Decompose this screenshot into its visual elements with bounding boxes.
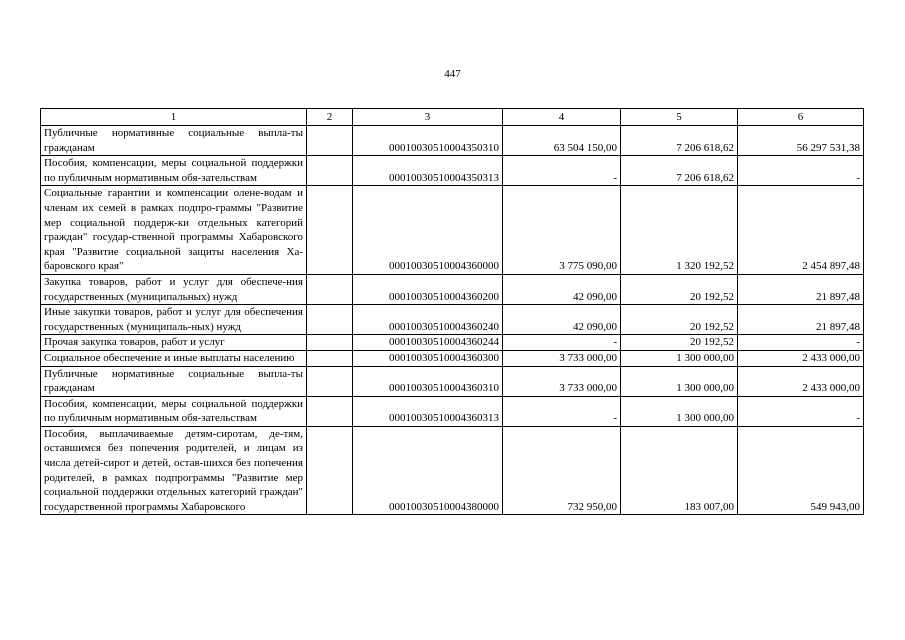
row-approved-cell: 42 090,00 [503,305,621,335]
row-col2-cell [307,274,353,304]
row-code-cell: 00010030510004360310 [353,366,503,396]
row-executed-cell: 183 007,00 [621,426,738,515]
row-executed-cell: 7 206 618,62 [621,156,738,186]
row-approved-cell: 42 090,00 [503,274,621,304]
row-unexecuted-cell: - [738,335,864,351]
row-code-cell: 00010030510004360200 [353,274,503,304]
table-header [41,109,864,126]
row-executed-cell: 1 300 000,00 [621,396,738,426]
table-row [41,126,864,156]
row-executed-cell: 7 206 618,62 [621,126,738,156]
table-row [41,396,864,426]
row-code-cell: 00010030510004350310 [353,126,503,156]
row-col2-cell [307,350,353,366]
row-code-cell: 00010030510004380000 [353,426,503,515]
table-body [41,126,864,515]
row-approved-cell: - [503,156,621,186]
row-code-cell: 00010030510004360000 [353,186,503,275]
header-col-2: 2 [307,109,353,126]
row-unexecuted-cell: 21 897,48 [738,274,864,304]
row-approved-cell: 63 504 150,00 [503,126,621,156]
table-row [41,426,864,515]
row-name-cell: Социальные гарантии и компенсации олене-водам и членам их семей в рамках подпро-граммы "Развитие мер социальной поддерж-ки отдельных категорий граждан" государ-ственной программы Хабаровского края "Развитие социальной защиты населения Ха-баровского края" [41,186,307,275]
row-name-cell: Публичные нормативные социальные выпла-ты гражданам [41,366,307,396]
budget-table [40,108,864,515]
table-row [41,156,864,186]
row-col2-cell [307,366,353,396]
header-col-4: 4 [503,109,621,126]
row-col2-cell [307,156,353,186]
row-unexecuted-cell: 2 433 000,00 [738,350,864,366]
row-name-cell: Социальное обеспечение и иные выплаты населению [41,350,307,366]
row-unexecuted-cell: - [738,396,864,426]
row-approved-cell: - [503,335,621,351]
row-executed-cell: 1 300 000,00 [621,366,738,396]
row-col2-cell [307,305,353,335]
row-executed-cell: 1 320 192,52 [621,186,738,275]
row-code-cell: 00010030510004360313 [353,396,503,426]
row-name-cell: Публичные нормативные социальные выпла-ты гражданам [41,126,307,156]
row-executed-cell: 20 192,52 [621,305,738,335]
table-row [41,335,864,351]
row-name-cell: Прочая закупка товаров, работ и услуг [41,335,307,351]
row-unexecuted-cell: 56 297 531,38 [738,126,864,156]
row-code-cell: 00010030510004360240 [353,305,503,335]
row-unexecuted-cell: 21 897,48 [738,305,864,335]
row-name-cell: Пособия, компенсации, меры социальной поддержки по публичным нормативным обя-зательствам [41,156,307,186]
row-approved-cell: - [503,396,621,426]
header-col-3: 3 [353,109,503,126]
table-row [41,366,864,396]
row-code-cell: 00010030510004350313 [353,156,503,186]
row-approved-cell: 3 733 000,00 [503,366,621,396]
table-row [41,186,864,275]
row-unexecuted-cell: - [738,156,864,186]
row-approved-cell: 3 775 090,00 [503,186,621,275]
row-col2-cell [307,335,353,351]
table-row [41,274,864,304]
row-col2-cell [307,126,353,156]
row-unexecuted-cell: 2 433 000,00 [738,366,864,396]
row-executed-cell: 1 300 000,00 [621,350,738,366]
row-name-cell: Иные закупки товаров, работ и услуг для обеспечения государственных (муниципаль-ных) нужд [41,305,307,335]
row-name-cell: Закупка товаров, работ и услуг для обеспече-ния государственных (муниципальных) нужд [41,274,307,304]
table-row [41,350,864,366]
row-code-cell: 00010030510004360300 [353,350,503,366]
row-name-cell: Пособия, компенсации, меры социальной поддержки по публичным нормативным обя-зательствам [41,396,307,426]
row-col2-cell [307,186,353,275]
row-unexecuted-cell: 549 943,00 [738,426,864,515]
page-number: 447 [444,68,461,80]
row-executed-cell: 20 192,52 [621,274,738,304]
header-col-5: 5 [621,109,738,126]
row-col2-cell [307,396,353,426]
row-approved-cell: 3 733 000,00 [503,350,621,366]
row-executed-cell: 20 192,52 [621,335,738,351]
header-row [41,109,864,126]
row-code-cell: 00010030510004360244 [353,335,503,351]
row-approved-cell: 732 950,00 [503,426,621,515]
header-col-6: 6 [738,109,864,126]
row-col2-cell [307,426,353,515]
row-name-cell: Пособия, выплачиваемые детям-сиротам, де-тям, оставшимся без попечения родителей, и лицам из числа детей-сирот и детей, остав-шихся без попечения родителей, в рамках подпрограммы "Развитие мер социальной поддержки отдельных категорий граждан" государственной программы Хабаровского [41,426,307,515]
header-col-1: 1 [41,109,307,126]
table-row [41,305,864,335]
row-unexecuted-cell: 2 454 897,48 [738,186,864,275]
